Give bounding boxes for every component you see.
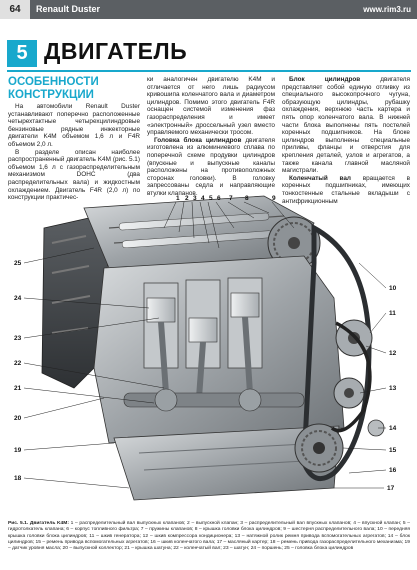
section-title: ОСОБЕННОСТИ КОНСТРУКЦИИ xyxy=(8,76,99,101)
callout-label: 6 xyxy=(217,195,221,202)
callout-label: 20 xyxy=(14,415,22,422)
page-number: 64 xyxy=(0,0,30,19)
callout-label: 13 xyxy=(389,385,397,392)
callout-label: 19 xyxy=(14,447,22,454)
callout-label: 24 xyxy=(14,295,22,302)
callout-label: 25 xyxy=(14,260,22,267)
callout-label: 11 xyxy=(389,310,396,317)
callout-label: 3 xyxy=(193,195,197,202)
paragraph-text: двигателя представляет собой единую отливку из специального высокопрочного чугуна, образующую цилиндры, рубашку охлаждения, верхнюю часть картера и пять опор коленчатого вала. В нижней части блока выполнены пять постелей коренных подшипников. На блоке цилиндров выполнены специальные приливы, фланцы и отверстия для крепления деталей, узлов и агрегатов, а также канала главной масляной магистрали. xyxy=(282,76,410,175)
paragraph-text: двигателя изготовлена из алюминиевого сплава по поперечной схеме продувки цилиндров (впускные и выпускные каналы расположены на противоположных сторонах головки). В головку запрессованы седла и направляющие втулки клапанов. xyxy=(147,136,276,197)
callout-label: 15 xyxy=(389,447,397,454)
term-cylinder-head: Головка блока цилиндров xyxy=(154,136,242,144)
callout-label: 1 xyxy=(176,195,180,202)
page-header xyxy=(0,0,417,19)
callout-label: 17 xyxy=(387,485,395,492)
paragraph: На автомобили Renault Duster устанавливают поперечно расположенные четырехтактные четырехцилиндровые бензиновые рядные инжекторные двигатели K4M объемом 1,6 л и F4R объемом 2,0 л. xyxy=(8,103,140,148)
engine-cutaway-illustration xyxy=(14,188,408,518)
chapter-title: ДВИГАТЕЛЬ xyxy=(44,38,188,64)
callout-label: 7 xyxy=(229,195,233,202)
caption-title: Рис. 5.1. Двигатель K4M: xyxy=(8,521,69,526)
paragraph: ки аналогичен двигателю K4M и отличается от него лишь радиусом кривошипа коленчатого вала и диаметром цилиндров. Помимо этого двигатель F4R оснащен системой изменения фаз газораспределения и имеет «электронный» дроссельный узел вместо управляемого механически тросом. xyxy=(147,76,275,137)
callout-label: 9 xyxy=(272,195,276,202)
callout-label: 16 xyxy=(389,467,397,474)
callout-label: 2 xyxy=(185,195,189,202)
callout-label: 23 xyxy=(14,335,22,342)
callout-label: 21 xyxy=(14,385,22,392)
text-column-2 xyxy=(147,76,275,198)
chapter-number-badge: 5 xyxy=(7,40,37,67)
paragraph: В разделе описан наиболее распространенный двигатель K4M (рис. 5.1) объемом 1,6 л с газораспределительным механизмом DOHC (два распределительных вала) и жидкостным охлаждением. Двигатель F4R (2,0 л) по конструкции практичес- xyxy=(8,148,140,202)
callout-label: 5 xyxy=(209,195,213,202)
text-column-3 xyxy=(282,76,410,205)
callout-label: 12 xyxy=(389,350,397,357)
callout-label: 22 xyxy=(14,360,22,367)
callout-label: 18 xyxy=(14,475,22,482)
callout-label: 8 xyxy=(245,195,249,202)
term-cylinder-block: Блок цилиндров xyxy=(289,76,361,83)
callout-label: 4 xyxy=(201,195,205,202)
book-title: Renault Duster xyxy=(36,4,101,14)
paragraph-text: вращается в коренных подшипниках, имеющих тонкостенные стальные вкладыши с антифрикционным xyxy=(282,174,410,205)
figure-caption xyxy=(8,521,410,552)
callout-label: 10 xyxy=(389,285,397,292)
site-link[interactable]: www.rim3.ru xyxy=(363,5,411,14)
caption-text: 1 – распределительный вал выпускных клапанов; 2 – выпускной клапан; 3 – распределительный вал впускных клапанов; 4 – впускной клапан; 5 – гидротолкатель клапана; 6 – корпус топливного фильтра; 7 – пружины клапанов; 8 – крышка головки блока цилиндров; 9 – шестерня распределительного вала; 10 – передняя крышка головки блока цилиндров; 11 – шкив генератора; 12 – шкив компрессора кондиционера; 13 – натяжной ролик ремня привода вспомогательных агрегатов; 14 – блок цилиндров; 15 – ремень привода вспомогательных агрегатов; 16 – шкив коленчатого вала; 17 – масляный картер; 18 – ремень привода газораспределительного механизма; 19 – датчик уровня масла; 20 – выпускной коллектор; 21 – крышка шатуна; 22 – коленчатый вал; 23 – шатун; 24 – поршень; 25 – головка блока цилиндров xyxy=(8,521,410,552)
term-crankshaft: Коленчатый вал xyxy=(289,174,351,182)
callout-label: 14 xyxy=(389,425,397,432)
text-column-1 xyxy=(8,103,140,202)
paragraph xyxy=(282,76,410,175)
title-divider xyxy=(7,70,411,72)
